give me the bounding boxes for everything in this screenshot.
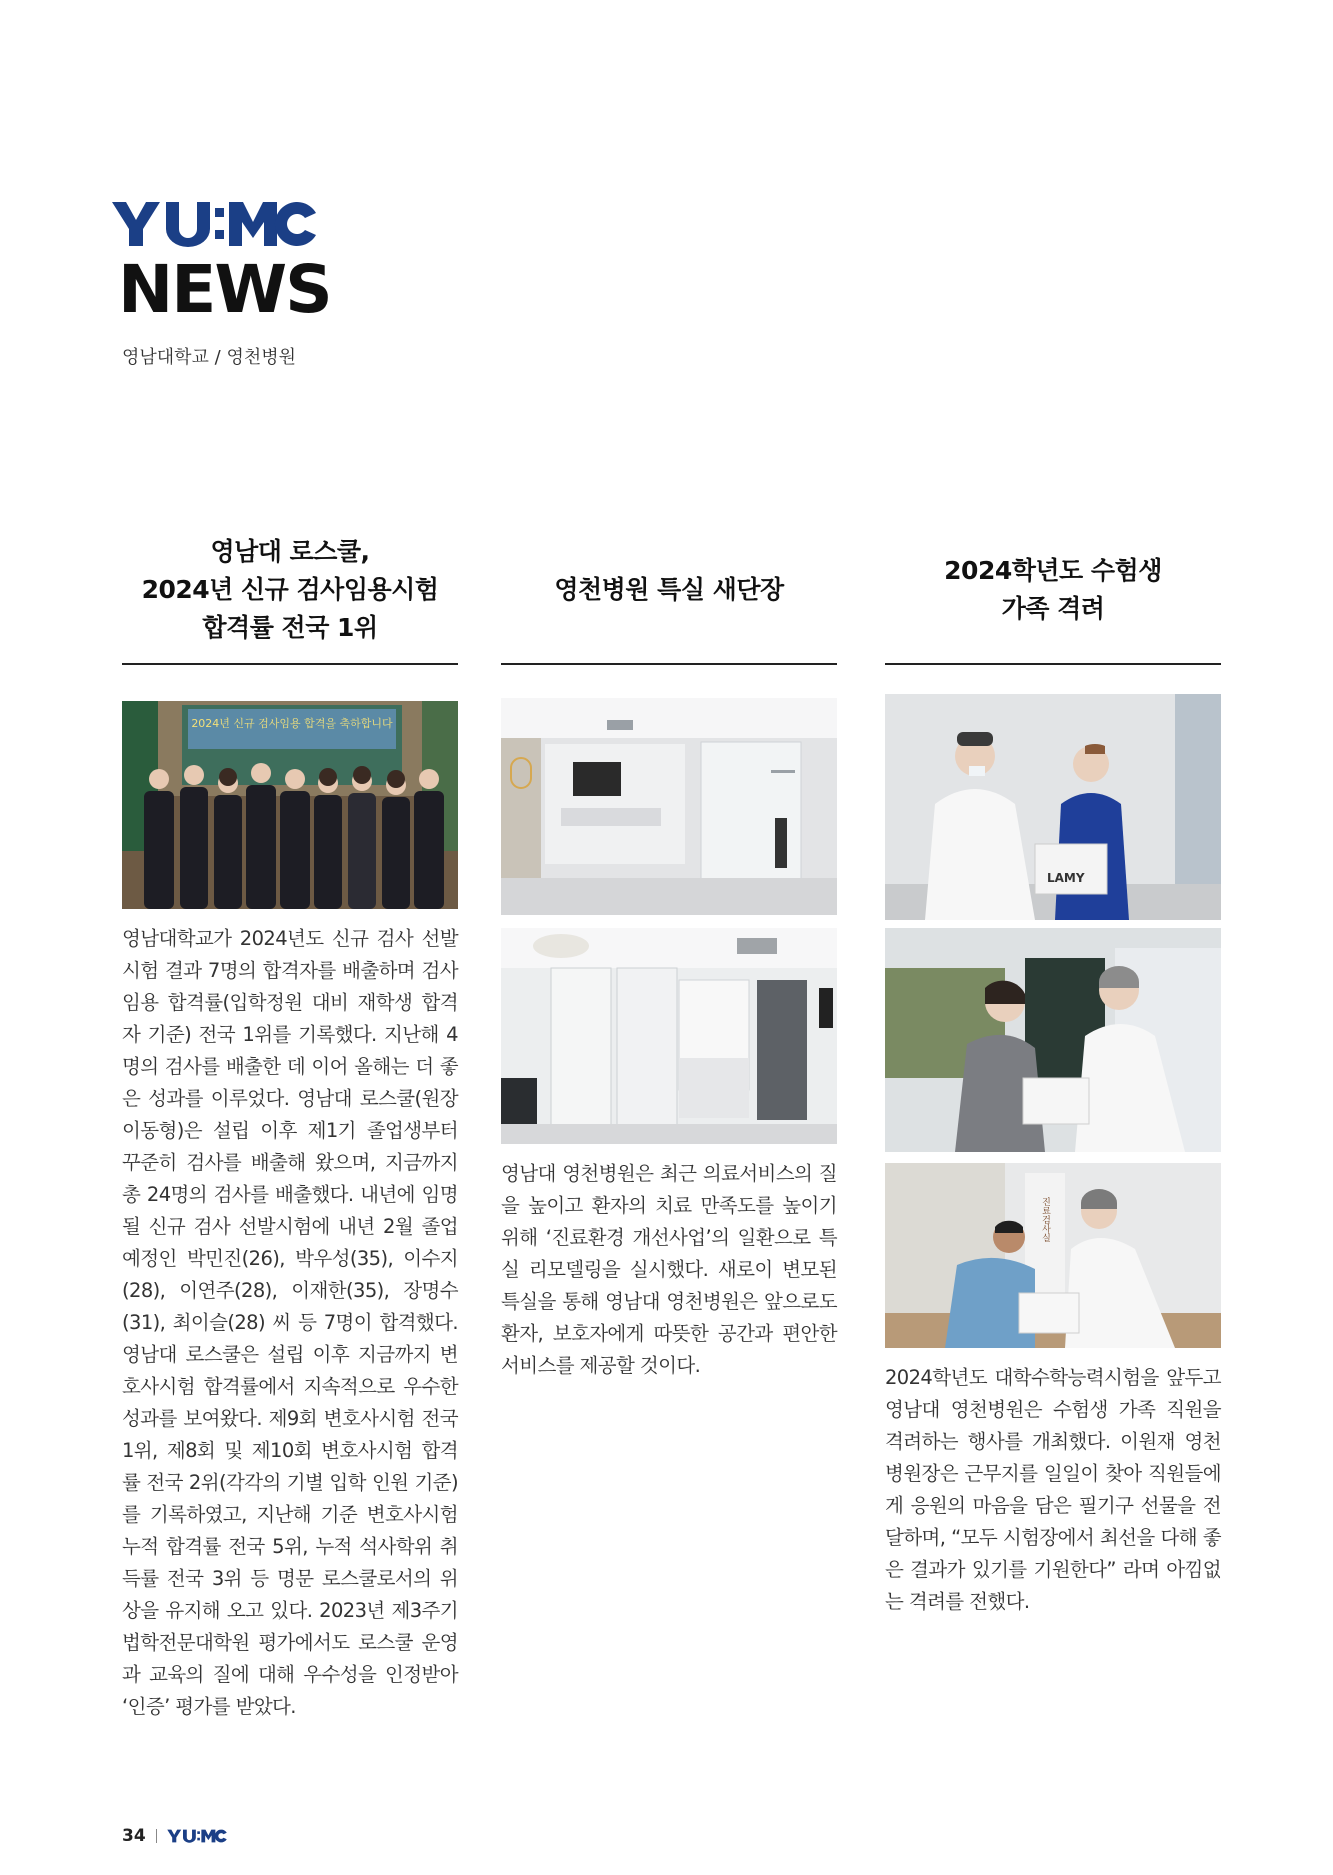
photo-gift-staff bbox=[885, 928, 1221, 1152]
page-number: 34 bbox=[122, 1826, 146, 1846]
photo-gift-worker bbox=[885, 1163, 1221, 1348]
section-subtitle: 영남대학교 / 영천병원 bbox=[122, 347, 296, 368]
article-vip-room bbox=[501, 520, 837, 1382]
footer-divider bbox=[156, 1829, 157, 1843]
banner-text: 2024년 신규 검사임용 합격을 축하합니다 bbox=[191, 717, 393, 730]
article-body: 영남대학교가 2024년도 신규 검사 선발시험 결과 7명의 합격자를 배출하며 검사임용 합격률(입학정원 대비 재학생 합격자 기준) 전국 1위를 기록했다. 지난해 4명의 검사를 배출한 데 이어 올해는 더 좋은 성과를 이루었다. 영남대 로스쿨(원장 이동형)은 설립 이후 제1기 졸업생부터 꾸준히 검사를 배출해 왔으며, 지금까지 총 24명의 검사를 배출했다. 내년에 임명될 신규 검사 선발시험에 내년 2월 졸업 예정인 박민진(26), 박우성(35), 이수지(28), 이연주(28), 이재한(35), 장명수(31), 최이슬(28) 씨 등 7명이 합격했다. 영남대 로스쿨은 설립 이후 지금까지 변호사시험 합격률에서 지속적으로 우수한 성과를 보여왔다. 제9회 변호사시험 전국 1위, 제8회 및 제10회 변호사시험 합격률 전국 2위(각각의 기별 입학 인원 기준)를 기록하였고, 지난해 기준 변호사시험 누적 합격률 전국 5위, 누적 석사학위 취득률 전국 3위 등 명문 로스쿨로서의 위상을 유지해 오고 있다. 2023년 제3주기 법학전문대학원 평가에서도 로스쿨 운영과 교육의 질에 대해 우수성을 인정받아 ‘인증’ 평가를 받았다. bbox=[122, 927, 458, 1718]
section-title: NEWS bbox=[118, 251, 331, 328]
article-headline: 영남대 로스쿨, 2024년 신규 검사임용시험 합격률 전국 1위 bbox=[141, 537, 439, 642]
gift-bag-label: LAMY bbox=[1047, 871, 1085, 885]
article-headline: 2024학년도 수험생 가족 격려 bbox=[944, 556, 1162, 623]
article-divider bbox=[885, 663, 1221, 665]
footer-yumc-logo bbox=[167, 1829, 227, 1843]
page-footer bbox=[122, 1826, 227, 1846]
yumc-logo bbox=[112, 200, 316, 248]
photo-graduates-group bbox=[122, 701, 458, 909]
photo-vip-room-kitchen bbox=[501, 928, 837, 1144]
photo-vip-room-bed bbox=[501, 698, 837, 915]
article-divider bbox=[122, 663, 458, 665]
photo-gift-nurse bbox=[885, 694, 1221, 920]
article-divider bbox=[501, 663, 837, 665]
door-sign: 진료검사실 bbox=[1040, 1197, 1050, 1242]
article-lawschool bbox=[122, 520, 458, 1723]
article-exam-family bbox=[885, 520, 1221, 1618]
article-body: 영남대 영천병원은 최근 의료서비스의 질을 높이고 환자의 치료 만족도를 높이기 위해 ‘진료환경 개선사업’의 일환으로 특실 리모델링을 실시했다. 새로이 변모된 특실을 통해 영남대 영천병원은 앞으로도 환자, 보호자에게 따뜻한 공간과 편안한 서비스를 제공할 것이다. bbox=[501, 1162, 837, 1377]
article-headline: 영천병원 특실 새단장 bbox=[554, 575, 784, 604]
article-body: 2024학년도 대학수학능력시험을 앞두고 영남대 영천병원은 수험생 가족 직원을 격려하는 행사를 개최했다. 이원재 영천병원장은 근무지를 일일이 찾아 직원들에게 응원의 마음을 담은 필기구 선물을 전달하며, “모두 시험장에서 최선을 다해 좋은 결과가 있기를 기원한다” 라며 아낌없는 격려를 전했다. bbox=[885, 1366, 1221, 1613]
